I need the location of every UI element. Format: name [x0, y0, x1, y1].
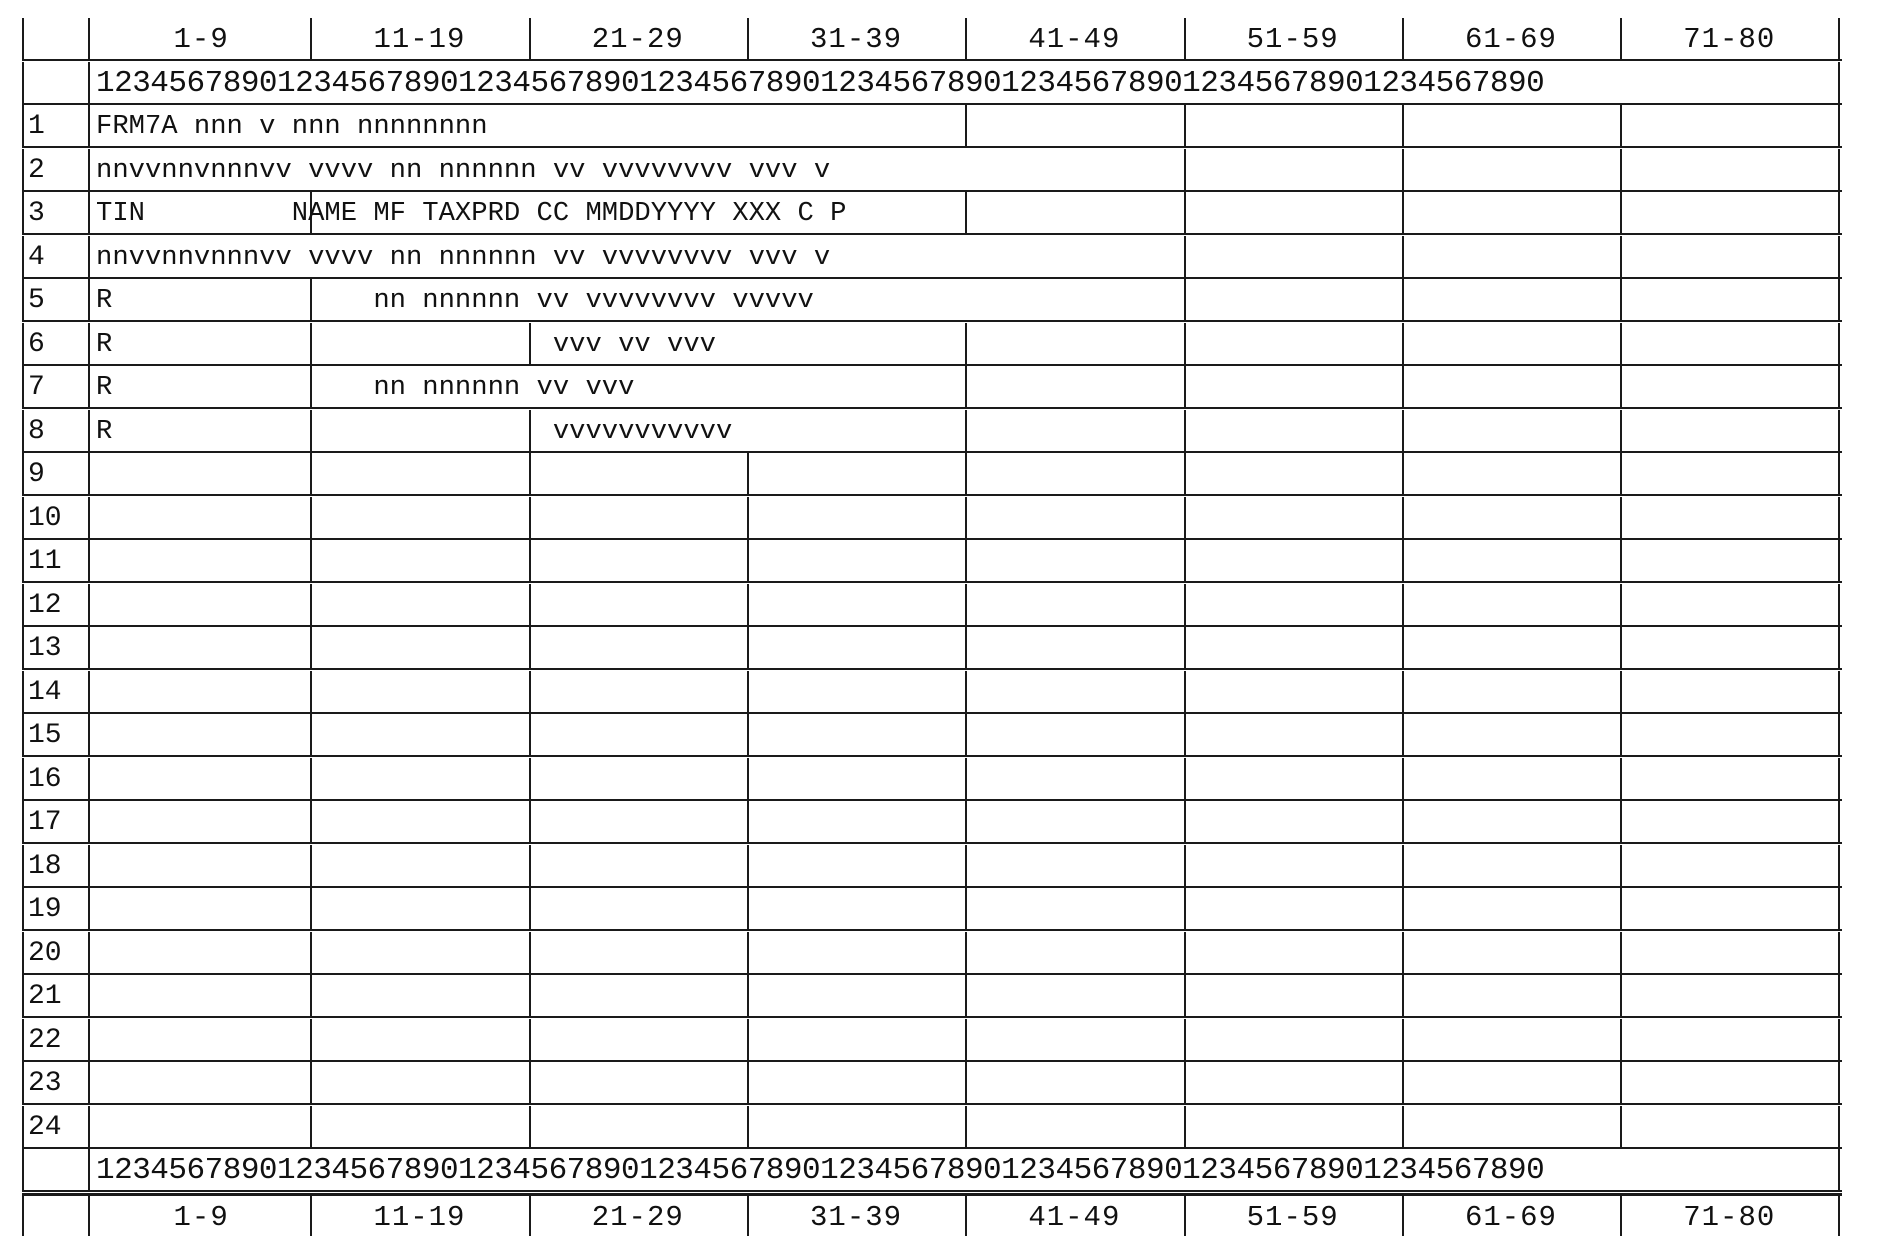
screen-line: [22, 1106, 1842, 1149]
line-number: 18: [22, 845, 90, 886]
column-divider: [1620, 410, 1622, 451]
column-divider: [1402, 192, 1404, 233]
column-divider: [1620, 975, 1622, 1016]
column-divider: [1402, 1106, 1404, 1147]
column-divider: [965, 845, 967, 886]
line-number: [22, 1149, 90, 1190]
column-divider: [1620, 540, 1622, 581]
column-divider: [1184, 1106, 1186, 1147]
column-divider: [1402, 18, 1404, 59]
line-number: 17: [22, 801, 90, 842]
line-number: 2: [22, 149, 90, 190]
column-divider: [1620, 627, 1622, 668]
screen-line: [22, 1062, 1842, 1105]
column-divider: [1620, 497, 1622, 538]
column-divider: [529, 540, 531, 581]
column-divider: [747, 627, 749, 668]
line-number: 19: [22, 888, 90, 929]
column-divider: [1402, 366, 1404, 407]
column-range-label: 31-39: [810, 23, 903, 56]
line-number: 16: [22, 758, 90, 799]
line-number: 20: [22, 932, 90, 973]
screen-line: [22, 888, 1842, 931]
column-divider: [310, 671, 312, 712]
column-divider: [529, 758, 531, 799]
column-divider: [1620, 671, 1622, 712]
line-number: 6: [22, 323, 90, 364]
column-divider: [310, 1106, 312, 1147]
column-divider: [1184, 192, 1186, 233]
column-divider: [965, 1196, 967, 1236]
screen-line: [22, 714, 1842, 757]
column-divider: [1184, 627, 1186, 668]
column-divider: [1620, 845, 1622, 886]
column-divider: [1184, 801, 1186, 842]
column-range-label: 51-59: [1246, 1200, 1339, 1234]
column-divider: [529, 1019, 531, 1060]
right-border: [1838, 62, 1840, 103]
column-divider: [529, 888, 531, 929]
line-number: 22: [22, 1019, 90, 1060]
column-range-label: 51-59: [1246, 23, 1339, 56]
column-divider: [1402, 671, 1404, 712]
screen-line-text: R nn nnnnnn vv vvvvvvvv vvvvv: [96, 285, 814, 316]
column-divider: [1838, 540, 1840, 581]
column-range-label: 11-19: [373, 1200, 466, 1234]
column-divider: [1184, 975, 1186, 1016]
screen-line: [22, 671, 1842, 714]
line-number: 10: [22, 497, 90, 538]
column-divider: [965, 1106, 967, 1147]
column-divider: [747, 453, 749, 494]
column-range-label: 11-19: [373, 23, 466, 56]
column-divider: [1402, 497, 1404, 538]
column-divider: [310, 975, 312, 1016]
column-divider: [1402, 584, 1404, 625]
column-divider: [529, 1106, 531, 1147]
column-divider: [310, 497, 312, 538]
screen-line-text: FRM7A nnn v nnn nnnnnnnn: [96, 111, 488, 142]
column-divider: [965, 18, 967, 59]
column-divider: [529, 627, 531, 668]
column-divider: [1184, 932, 1186, 973]
column-divider: [965, 366, 967, 407]
column-divider: [1838, 932, 1840, 973]
screen-line: [22, 932, 1842, 975]
column-divider: [1402, 540, 1404, 581]
screen-line-text: nnvvnnvnnnvv vvvv nn nnnnnn vv vvvvvvvv vvv v: [96, 154, 831, 186]
screen-line-text: R vvv vv vvv: [96, 328, 716, 360]
column-divider: [1184, 236, 1186, 277]
column-divider: [1402, 758, 1404, 799]
column-divider: [965, 105, 967, 146]
column-divider: [529, 1062, 531, 1103]
screen-line: [22, 410, 1842, 453]
column-divider: [747, 714, 749, 755]
column-divider: [1838, 975, 1840, 1016]
column-divider: [310, 714, 312, 755]
screen-line: [22, 627, 1842, 670]
column-divider: [1184, 279, 1186, 320]
column-range-label: 41-49: [1028, 23, 1121, 56]
screen-line: [22, 279, 1842, 322]
column-range-label: 71-80: [1683, 23, 1776, 56]
line-number: 8: [22, 410, 90, 451]
screen-line: [22, 366, 1842, 409]
column-divider: [965, 1019, 967, 1060]
column-divider: [1838, 671, 1840, 712]
column-divider: [1184, 410, 1186, 451]
column-divider: [1184, 1019, 1186, 1060]
column-divider: [1184, 714, 1186, 755]
column-divider: [529, 714, 531, 755]
column-divider: [1402, 1062, 1404, 1103]
column-divider: [310, 627, 312, 668]
column-divider: [1402, 279, 1404, 320]
column-ruler: 12345678901234567890123456789012345678901234567890123456789012345678901234567890: [96, 65, 1545, 101]
column-divider: [747, 1019, 749, 1060]
column-divider: [965, 932, 967, 973]
column-divider: [1620, 1062, 1622, 1103]
line-number: 12: [22, 584, 90, 625]
column-divider: [1838, 497, 1840, 538]
column-divider: [529, 584, 531, 625]
column-divider: [1838, 149, 1840, 190]
column-divider: [1620, 149, 1622, 190]
column-divider: [310, 1019, 312, 1060]
column-divider: [1402, 975, 1404, 1016]
column-divider: [1184, 1196, 1186, 1236]
screen-line-text: nnvvnnvnnnvv vvvv nn nnnnnn vv vvvvvvvv vvv v: [96, 241, 831, 273]
screen-line: [22, 845, 1842, 888]
line-number: 14: [22, 671, 90, 712]
screen-line: [22, 801, 1842, 844]
column-divider: [1838, 105, 1840, 146]
column-divider: [310, 932, 312, 973]
column-divider: [965, 714, 967, 755]
line-number: 11: [22, 540, 90, 581]
column-divider: [310, 453, 312, 494]
column-divider: [310, 584, 312, 625]
column-divider: [1838, 714, 1840, 755]
column-range-label: 21-29: [591, 1200, 684, 1234]
line-number: 21: [22, 975, 90, 1016]
column-divider: [1838, 279, 1840, 320]
screen-line-text: R nn nnnnnn vv vvv: [96, 372, 635, 403]
column-divider: [1620, 279, 1622, 320]
column-divider: [1620, 453, 1622, 494]
column-divider: [529, 497, 531, 538]
column-divider: [1402, 932, 1404, 973]
column-divider: [1838, 192, 1840, 233]
column-divider: [310, 888, 312, 929]
column-divider: [965, 758, 967, 799]
screen-line: [22, 149, 1842, 192]
column-divider: [747, 888, 749, 929]
column-range-label: 41-49: [1028, 1200, 1121, 1234]
column-divider: [529, 932, 531, 973]
screen-line: [22, 975, 1842, 1018]
column-divider: [1620, 888, 1622, 929]
screen-line-text: TIN NAME MF TAXPRD CC MMDDYYYY XXX C P: [96, 198, 847, 229]
column-divider: [1620, 1106, 1622, 1147]
column-divider: [747, 1106, 749, 1147]
column-divider: [1838, 758, 1840, 799]
column-divider: [1402, 1196, 1404, 1236]
line-number: 9: [22, 453, 90, 494]
column-divider: [310, 801, 312, 842]
column-divider: [529, 975, 531, 1016]
screen-line: [22, 453, 1842, 496]
column-divider: [965, 497, 967, 538]
column-divider: [1184, 497, 1186, 538]
column-divider: [1402, 801, 1404, 842]
column-divider: [1838, 453, 1840, 494]
column-range-label: 71-80: [1683, 1200, 1776, 1234]
screen-line: [22, 1019, 1842, 1062]
column-divider: [965, 975, 967, 1016]
column-divider: [965, 410, 967, 451]
line-number: [22, 18, 90, 59]
column-divider: [1838, 1019, 1840, 1060]
column-divider: [1184, 18, 1186, 59]
line-number: 24: [22, 1106, 90, 1147]
column-divider: [1402, 105, 1404, 146]
line-number: 5: [22, 279, 90, 320]
screen-line: [22, 323, 1842, 366]
column-divider: [1838, 801, 1840, 842]
screen-layout-grid: [22, 18, 1862, 1234]
line-number: 4: [22, 236, 90, 277]
column-divider: [1838, 1106, 1840, 1147]
line-number: [22, 1196, 90, 1236]
column-divider: [1838, 410, 1840, 451]
column-divider: [529, 18, 531, 59]
column-divider: [1184, 366, 1186, 407]
ruler-row-top: [22, 62, 1842, 105]
column-divider: [1620, 366, 1622, 407]
column-divider: [1184, 671, 1186, 712]
column-ruler: 12345678901234567890123456789012345678901234567890123456789012345678901234567890: [96, 1153, 1545, 1188]
column-divider: [1402, 453, 1404, 494]
column-divider: [747, 671, 749, 712]
column-divider: [529, 1196, 531, 1236]
column-header-row: [22, 18, 1842, 61]
screen-line: [22, 192, 1842, 235]
column-divider: [1184, 1062, 1186, 1103]
screen-line: [22, 758, 1842, 801]
column-divider: [1620, 801, 1622, 842]
column-divider: [965, 671, 967, 712]
column-divider: [310, 1196, 312, 1236]
column-divider: [965, 453, 967, 494]
column-divider: [1402, 410, 1404, 451]
column-divider: [1620, 236, 1622, 277]
column-divider: [1838, 323, 1840, 364]
column-divider: [310, 540, 312, 581]
column-divider: [965, 323, 967, 364]
column-divider: [1838, 845, 1840, 886]
column-divider: [1620, 1019, 1622, 1060]
line-number: 1: [22, 105, 90, 146]
column-divider: [1184, 888, 1186, 929]
column-divider: [1184, 453, 1186, 494]
column-divider: [1184, 758, 1186, 799]
column-divider: [310, 758, 312, 799]
column-divider: [965, 627, 967, 668]
column-divider: [1402, 714, 1404, 755]
column-divider: [1184, 584, 1186, 625]
line-number: 13: [22, 627, 90, 668]
column-divider: [1184, 149, 1186, 190]
column-divider: [1402, 323, 1404, 364]
column-divider: [747, 497, 749, 538]
column-divider: [747, 1062, 749, 1103]
column-divider: [1184, 105, 1186, 146]
column-divider: [1402, 149, 1404, 190]
column-divider: [965, 1062, 967, 1103]
line-number: 3: [22, 192, 90, 233]
column-divider: [1184, 540, 1186, 581]
ruler-row-bottom: [22, 1149, 1842, 1192]
column-divider: [747, 1196, 749, 1236]
column-divider: [1620, 323, 1622, 364]
screen-line-text: R vvvvvvvvvvv: [96, 415, 733, 447]
column-divider: [747, 584, 749, 625]
screen-line: [22, 236, 1842, 279]
column-divider: [965, 192, 967, 233]
column-divider: [747, 801, 749, 842]
column-divider: [1620, 932, 1622, 973]
column-divider: [310, 18, 312, 59]
column-range-label: 61-69: [1464, 1200, 1557, 1234]
column-divider: [1838, 1196, 1840, 1236]
column-divider: [1620, 1196, 1622, 1236]
column-divider: [965, 584, 967, 625]
column-divider: [1402, 845, 1404, 886]
column-divider: [1620, 192, 1622, 233]
column-divider: [529, 801, 531, 842]
column-divider: [747, 932, 749, 973]
column-divider: [747, 758, 749, 799]
column-divider: [1620, 714, 1622, 755]
column-divider: [529, 671, 531, 712]
column-divider: [1838, 1062, 1840, 1103]
column-divider: [310, 1062, 312, 1103]
line-number: 15: [22, 714, 90, 755]
line-number: [22, 62, 90, 103]
column-divider: [1838, 236, 1840, 277]
column-divider: [529, 453, 531, 494]
column-divider: [747, 975, 749, 1016]
column-divider: [1838, 627, 1840, 668]
column-divider: [1838, 18, 1840, 59]
column-divider: [1838, 584, 1840, 625]
right-border: [1838, 1149, 1840, 1190]
column-range-label: 21-29: [591, 23, 684, 56]
column-footer-row: [22, 1193, 1842, 1236]
column-divider: [747, 845, 749, 886]
column-divider: [1620, 584, 1622, 625]
column-divider: [529, 845, 531, 886]
column-divider: [1620, 758, 1622, 799]
column-range-label: 31-39: [810, 1200, 903, 1234]
screen-line: [22, 105, 1842, 148]
line-number: 23: [22, 1062, 90, 1103]
column-divider: [1620, 18, 1622, 59]
column-range-label: 1-9: [173, 1200, 229, 1234]
column-divider: [310, 845, 312, 886]
column-divider: [1402, 236, 1404, 277]
screen-line: [22, 584, 1842, 627]
column-range-label: 1-9: [173, 23, 229, 56]
column-divider: [1184, 845, 1186, 886]
column-divider: [965, 888, 967, 929]
column-divider: [1184, 323, 1186, 364]
column-divider: [965, 801, 967, 842]
column-divider: [965, 540, 967, 581]
column-divider: [1402, 627, 1404, 668]
column-divider: [747, 540, 749, 581]
column-divider: [1838, 888, 1840, 929]
column-divider: [1402, 1019, 1404, 1060]
column-divider: [1402, 888, 1404, 929]
column-divider: [1838, 366, 1840, 407]
column-divider: [747, 18, 749, 59]
line-number: 7: [22, 366, 90, 407]
screen-line: [22, 497, 1842, 540]
column-divider: [1620, 105, 1622, 146]
screen-line: [22, 540, 1842, 583]
column-range-label: 61-69: [1464, 23, 1557, 56]
